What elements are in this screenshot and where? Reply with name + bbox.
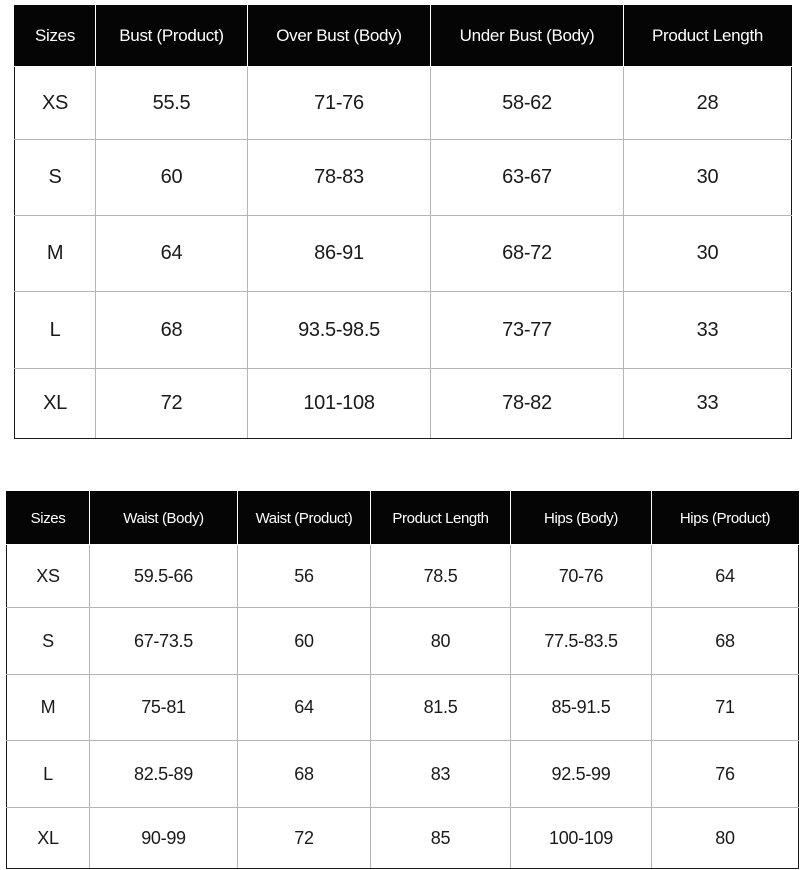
- table-cell: 60: [238, 608, 371, 675]
- table-cell: 76: [652, 741, 799, 808]
- table-cell: 90-99: [90, 808, 238, 869]
- table-row: [15, 67, 792, 140]
- header-hips-body: Hips (Body): [511, 492, 652, 545]
- table-row: [15, 216, 792, 292]
- table-cell: 68: [238, 741, 371, 808]
- size-cell: XS: [15, 67, 96, 140]
- size-cell: S: [7, 608, 90, 675]
- size-cell: XL: [15, 369, 96, 439]
- header-hips-product: Hips (Product): [652, 492, 799, 545]
- table-cell: 64: [96, 216, 248, 292]
- table-cell: 33: [624, 369, 792, 439]
- table-cell: 59.5-66: [90, 545, 238, 608]
- table-row: [15, 369, 792, 439]
- table-header-row: [15, 6, 792, 67]
- header-waist-product: Waist (Product): [238, 492, 371, 545]
- table-cell: 64: [652, 545, 799, 608]
- size-cell: S: [15, 140, 96, 216]
- header-product-length: Product Length: [371, 492, 511, 545]
- table-row: [7, 741, 799, 808]
- header-under-bust-body: Under Bust (Body): [431, 6, 624, 67]
- size-cell: XL: [7, 808, 90, 869]
- table-cell: 58-62: [431, 67, 624, 140]
- table-cell: 68: [96, 292, 248, 369]
- table-cell: 83: [371, 741, 511, 808]
- table-header-row: [7, 492, 799, 545]
- table-cell: 28: [624, 67, 792, 140]
- table-cell: 72: [238, 808, 371, 869]
- header-product-length: Product Length: [624, 6, 792, 67]
- table-cell: 75-81: [90, 675, 238, 741]
- table-cell: 30: [624, 216, 792, 292]
- header-bust-product: Bust (Product): [96, 6, 248, 67]
- table-cell: 78.5: [371, 545, 511, 608]
- table-cell: 71-76: [248, 67, 431, 140]
- table-cell: 78-83: [248, 140, 431, 216]
- table-cell: 80: [652, 808, 799, 869]
- table-cell: 33: [624, 292, 792, 369]
- header-sizes: Sizes: [7, 492, 90, 545]
- table-cell: 73-77: [431, 292, 624, 369]
- table-cell: 92.5-99: [511, 741, 652, 808]
- table-cell: 100-109: [511, 808, 652, 869]
- size-chart-waist-hips-table: [6, 491, 799, 869]
- size-cell: M: [7, 675, 90, 741]
- table-cell: 71: [652, 675, 799, 741]
- table-row: [7, 608, 799, 675]
- size-cell: L: [7, 741, 90, 808]
- table-cell: 68: [652, 608, 799, 675]
- table-cell: 64: [238, 675, 371, 741]
- size-cell: XS: [7, 545, 90, 608]
- table-cell: 101-108: [248, 369, 431, 439]
- table-cell: 93.5-98.5: [248, 292, 431, 369]
- table-cell: 68-72: [431, 216, 624, 292]
- table-cell: 30: [624, 140, 792, 216]
- table-cell: 85: [371, 808, 511, 869]
- table-row: [7, 545, 799, 608]
- table-cell: 70-76: [511, 545, 652, 608]
- table-cell: 55.5: [96, 67, 248, 140]
- table-cell: 60: [96, 140, 248, 216]
- size-cell: M: [15, 216, 96, 292]
- table-cell: 63-67: [431, 140, 624, 216]
- size-cell: L: [15, 292, 96, 369]
- table-row: [15, 140, 792, 216]
- table-cell: 78-82: [431, 369, 624, 439]
- header-over-bust-body: Over Bust (Body): [248, 6, 431, 67]
- table-cell: 86-91: [248, 216, 431, 292]
- table-cell: 77.5-83.5: [511, 608, 652, 675]
- table-cell: 85-91.5: [511, 675, 652, 741]
- header-sizes: Sizes: [15, 6, 96, 67]
- table-row: [15, 292, 792, 369]
- table-cell: 81.5: [371, 675, 511, 741]
- table-row: [7, 808, 799, 869]
- size-chart-bust-table: [14, 5, 792, 439]
- table-row: [7, 675, 799, 741]
- table-cell: 67-73.5: [90, 608, 238, 675]
- header-waist-body: Waist (Body): [90, 492, 238, 545]
- table-cell: 72: [96, 369, 248, 439]
- table-cell: 56: [238, 545, 371, 608]
- table-cell: 80: [371, 608, 511, 675]
- table-cell: 82.5-89: [90, 741, 238, 808]
